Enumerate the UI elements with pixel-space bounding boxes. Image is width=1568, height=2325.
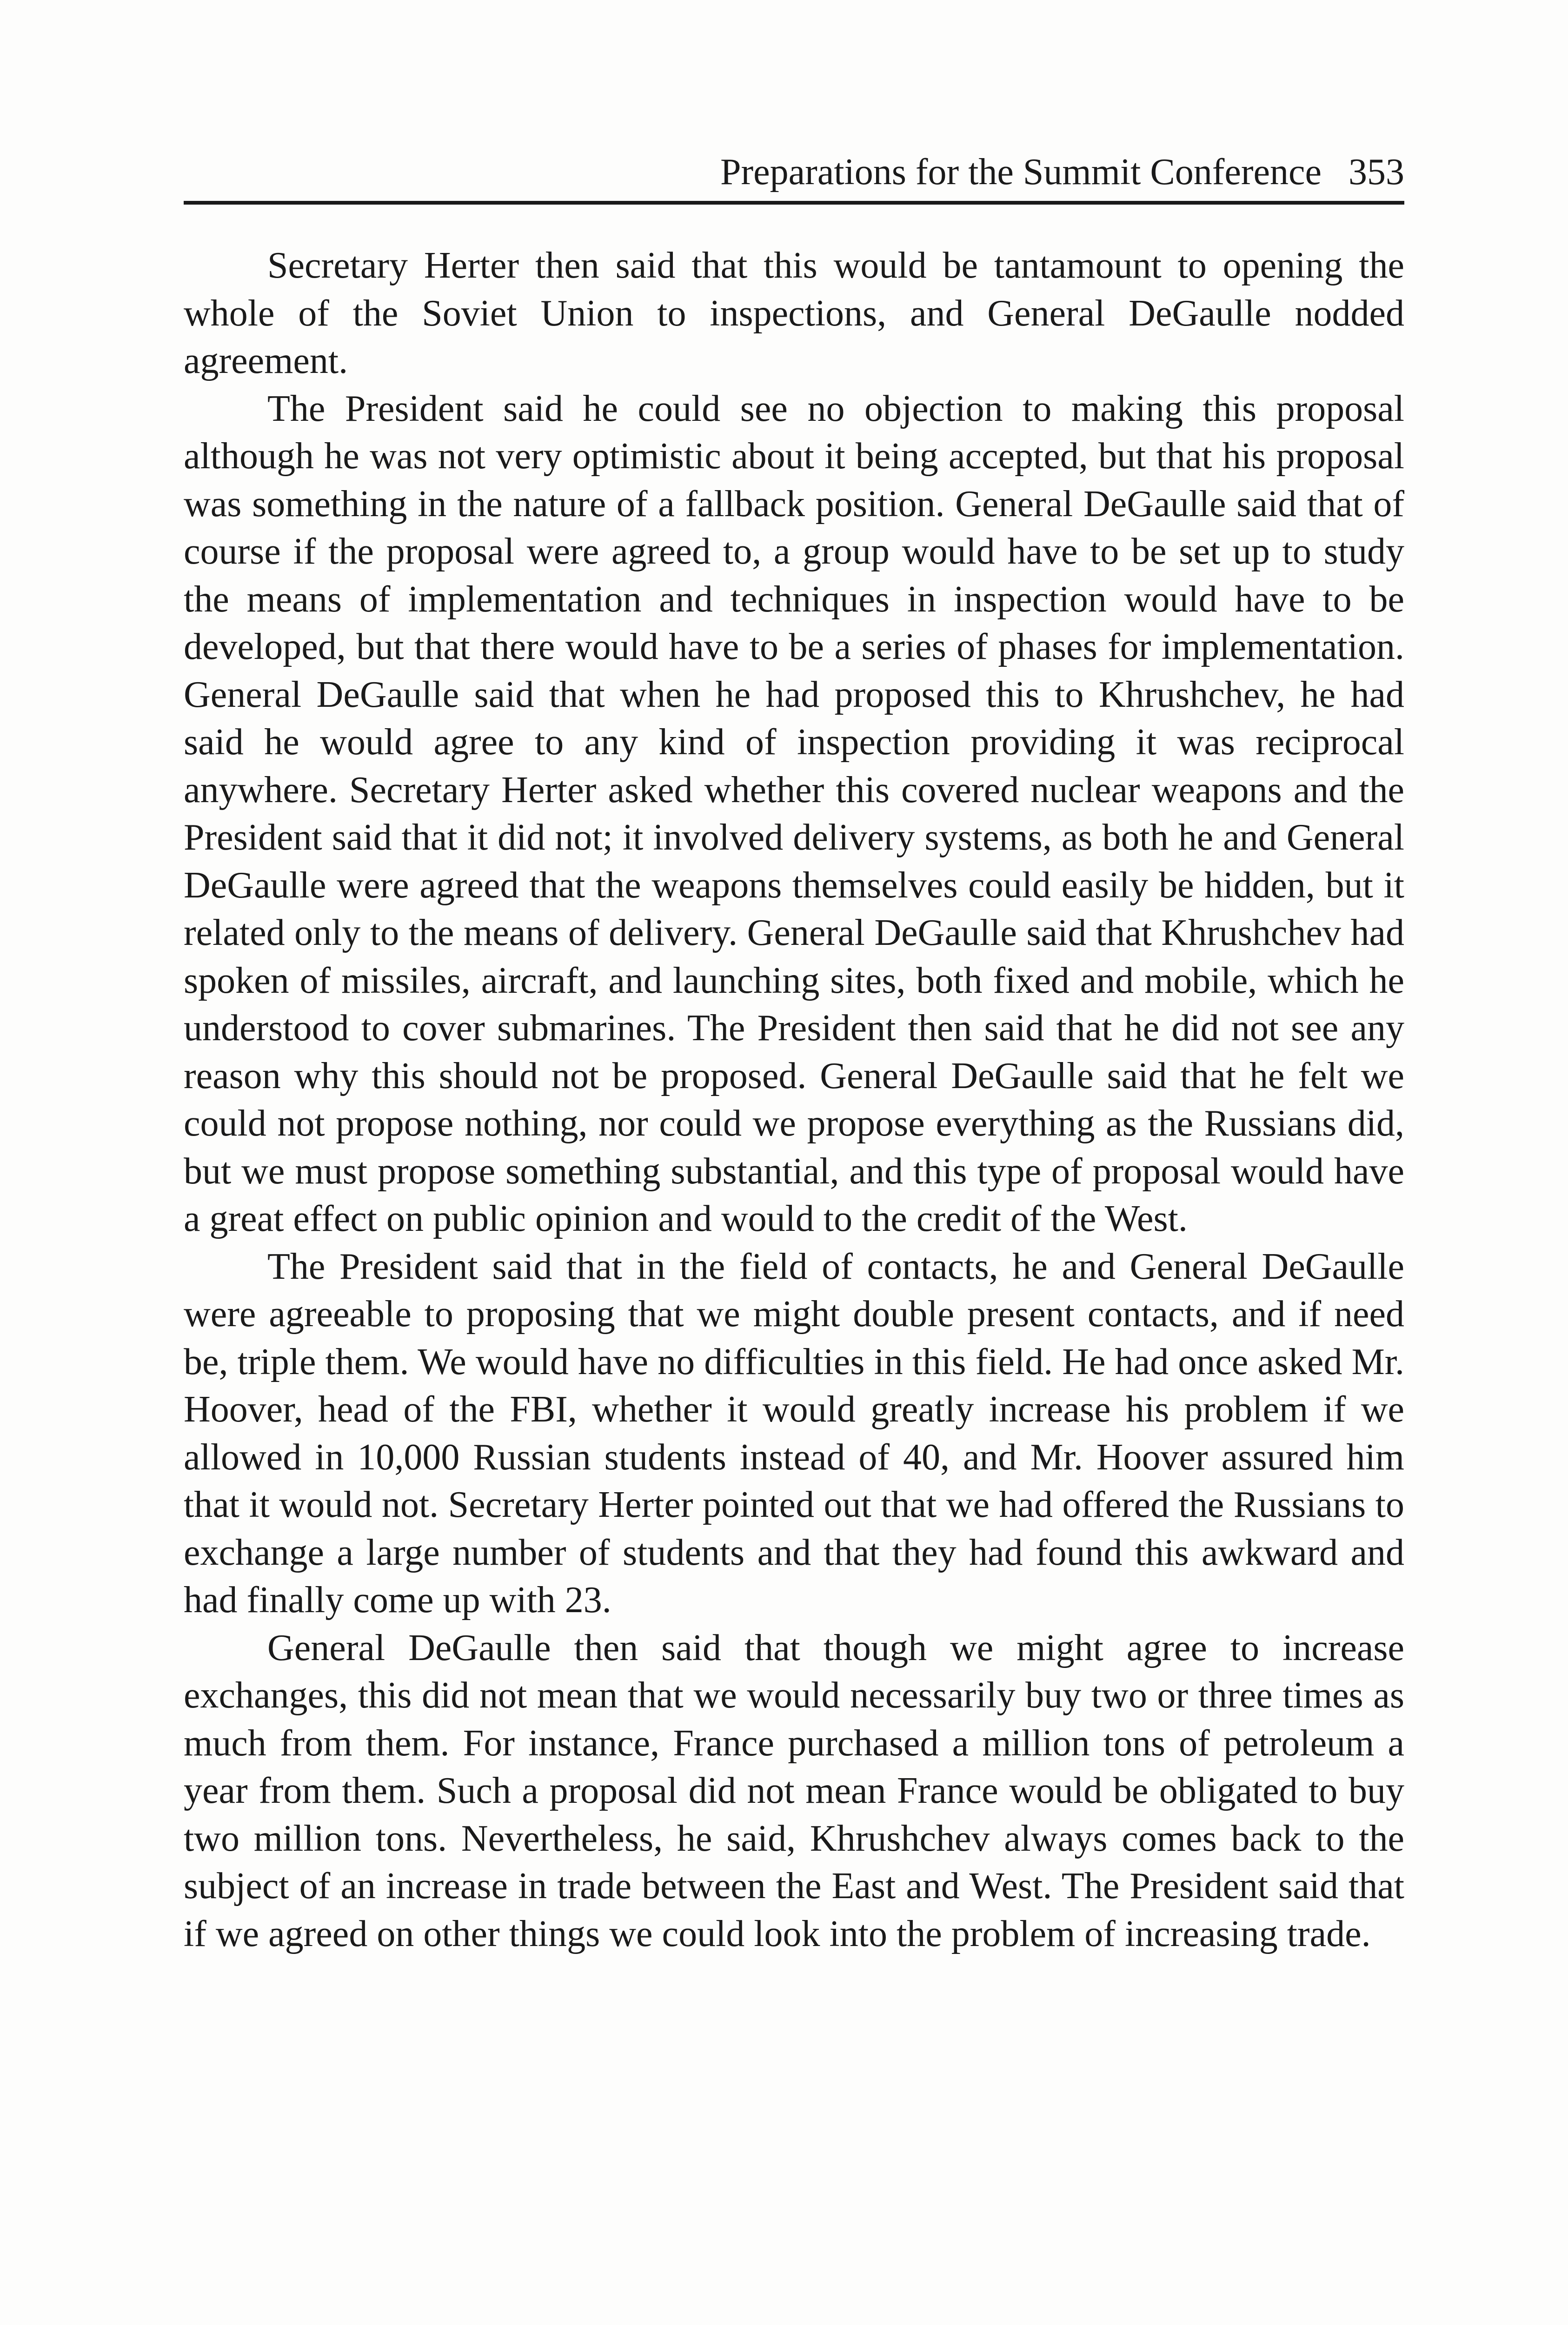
paragraph: The President said he could see no objection to making this proposal although he was not very optimistic about it being accepted, but that his proposal was something in the nature of a fallback position. General DeGaulle said that of course if the proposal were agreed to, a group would have to be set up to study the means of implementation and techniques in inspection would have to be developed, but that there would have to be a series of phases for implementation. General DeGaulle said that when he had proposed this to Khrushchev, he had said he would agree to any kind of inspection providing it was reciprocal anywhere. Secretary Herter asked whether this covered nuclear weapons and the President said that it did not; it involved delivery systems, as both he and General DeGaulle were agreed that the weapons themselves could easily be hidden, but it related only to the means of delivery. General DeGaulle said that Khrushchev had spoken of missiles, aircraft, and launching sites, both fixed and mobile, which he understood to cover submarines. The President then said that he did not see any reason why this should not be proposed. General DeGaulle said that he felt we could not propose nothing, nor could we propose everything as the Russians did, but we must propose something substantial, and this type of proposal would have a great effect on public opinion and would to the credit of the West.: [184, 388, 1404, 1239]
paragraph: General DeGaulle then said that though we might agree to increase exchanges, this did not mean that we would necessarily buy two or three times as much from them. For instance, France purchased a million tons of petroleum a year from them. Such a proposal did not mean France would be obligated to buy two million tons. Nevertheless, he said, Khrushchev always comes back to the subject of an increase in trade between the East and West. The President said that if we agreed on other things we could look into the problem of increasing trade.: [184, 1627, 1404, 1954]
paragraph: Secretary Herter then said that this would be tantamount to opening the whole of the Soviet Union to inspections, and General DeGaulle nodded agreement.: [184, 245, 1404, 381]
body-text: [184, 242, 1404, 1958]
running-head: [184, 151, 1404, 205]
page-number: 353: [1349, 152, 1404, 193]
running-title: Preparations for the Summit Conference: [720, 152, 1322, 193]
paragraph: The President said that in the field of contacts, he and General DeGaulle were agreeable to proposing that we might double present contacts, and if need be, triple them. We would have no difficulties in this field. He had once asked Mr. Hoover, head of the FBI, whether it would greatly increase his problem if we allowed in 10,000 Russian students instead of 40, and Mr. Hoover assured him that it would not. Secretary Herter pointed out that we had offered the Russians to exchange a large number of students and that they had found this awkward and had finally come up with 23.: [184, 1246, 1404, 1621]
